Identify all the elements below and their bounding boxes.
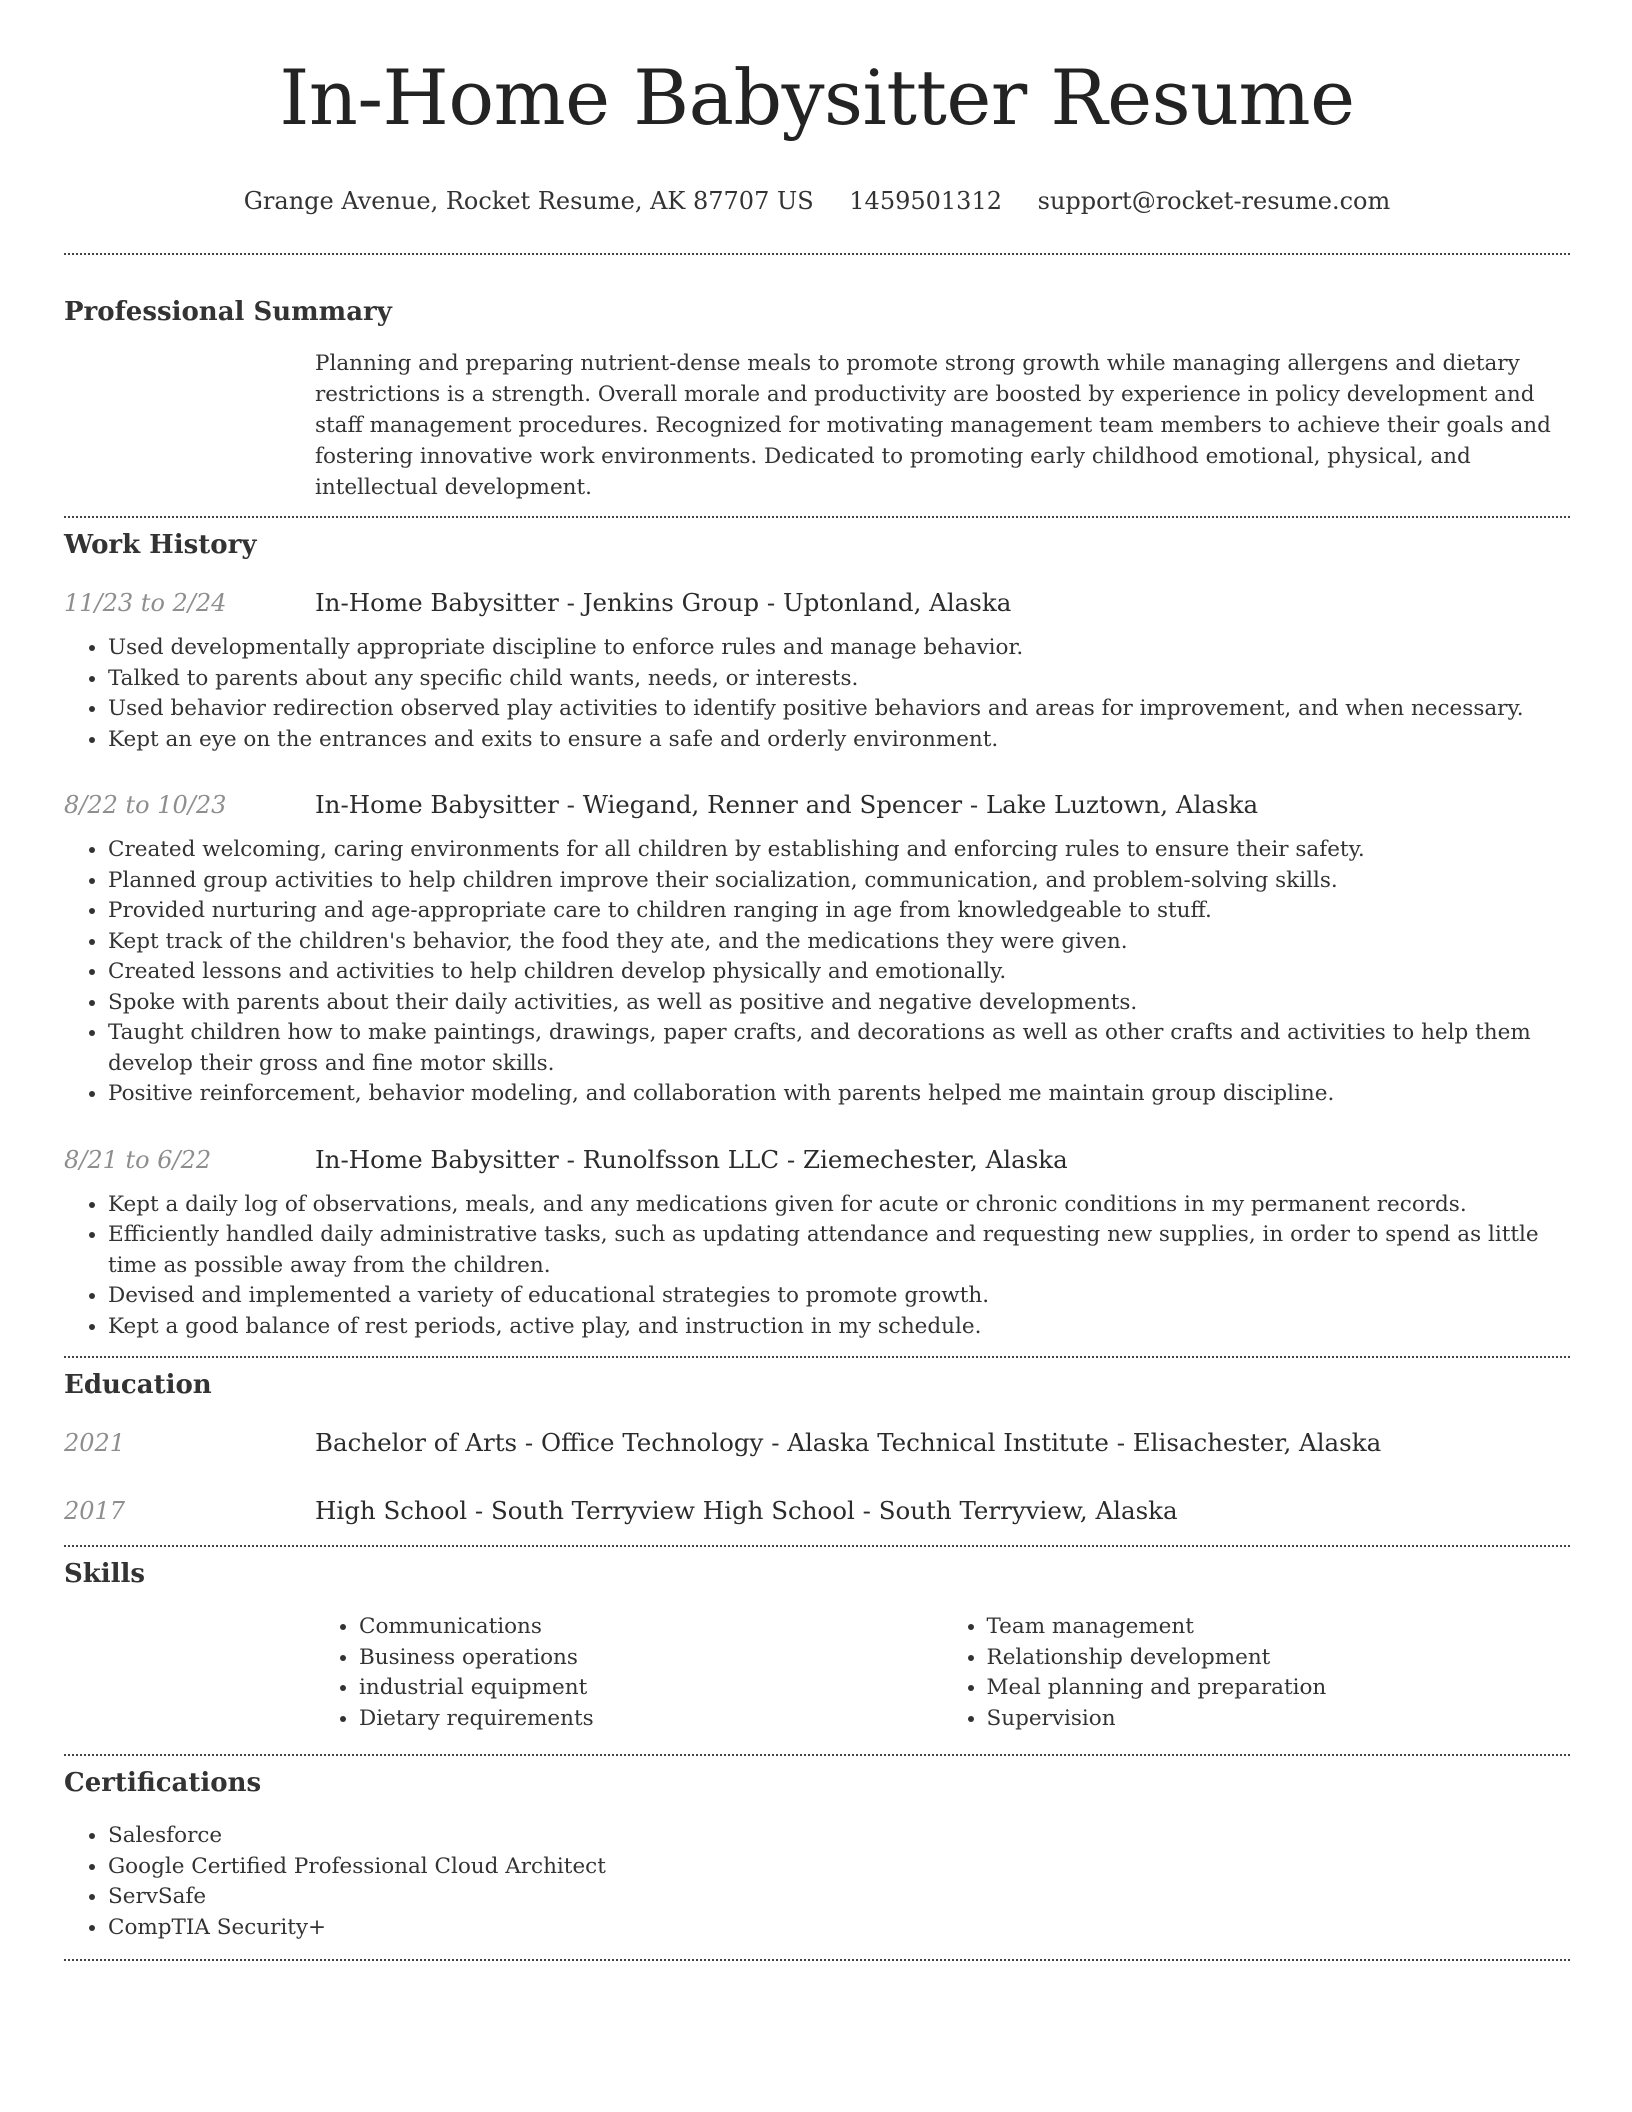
list-item: • Taught children how to make paintings, drawings, paper crafts, and decorations as well as other crafts and activities to help them develop their gross and fine motor skills. (108, 1018, 1570, 1079)
list-item: • Provided nurturing and age-appropriate care to children ranging in age from knowledgeable to stuff. (108, 896, 1570, 927)
education-heading: High School - South Terryview High School - South Terryview, Alaska (315, 1496, 1178, 1525)
work-section (64, 528, 1570, 1342)
skill-item: • Team management (987, 1612, 1571, 1643)
list-item: • Spoke with parents about their daily activities, as well as positive and negative developments. (108, 988, 1570, 1019)
list-item: • Created welcoming, caring environments for all children by establishing and enforcing rules to ensure their safety. (108, 835, 1570, 866)
resume-page (64, 0, 1570, 1961)
resume-title: In-Home Babysitter Resume (279, 53, 1355, 142)
divider (64, 1356, 1570, 1358)
education-section (64, 1368, 1570, 1528)
job-dates: 11/23 to 2/24 (64, 589, 227, 617)
certification-item: • ServSafe (108, 1882, 1570, 1913)
list-item: • Devised and implemented a variety of educational strategies to promote growth. (108, 1281, 1570, 1312)
job-company: Runolfsson LLC (582, 1144, 780, 1174)
job-entry (64, 586, 1570, 755)
job-entry (64, 788, 1570, 1110)
skills-section (64, 1557, 1570, 1734)
job-company: Wiegand, Renner and Spencer (582, 790, 963, 819)
skills-list-right (943, 1612, 1571, 1734)
job-dates: 8/21 to 6/22 (64, 1145, 212, 1174)
job-role: In-Home Babysitter (315, 1144, 559, 1174)
contact-address: Grange Avenue, Rocket Resume, AK 87707 US (243, 187, 814, 215)
skill-item: • Meal planning and preparation (987, 1673, 1571, 1704)
education-location: Elisachester, Alaska (1132, 1428, 1382, 1457)
education-heading: Bachelor of Arts - Office Technology - Alaska Technical Institute - Elisachester, Alaska (315, 1428, 1382, 1457)
skill-item: • Supervision (987, 1704, 1571, 1735)
job-entry (64, 1143, 1570, 1343)
skill-item: • industrial equipment (359, 1673, 943, 1704)
education-year: 2017 (64, 1497, 126, 1525)
list-item: • Kept an eye on the entrances and exits to ensure a safe and orderly environment. (108, 725, 1570, 756)
education-school: Alaska Technical Institute (787, 1428, 1109, 1457)
list-item: • Kept track of the children's behavior, the food they ate, and the medications they were given. (108, 927, 1570, 958)
skills-list-left (315, 1612, 943, 1734)
section-title-work: Work History (64, 530, 257, 560)
skill-item: • Relationship development (987, 1643, 1571, 1674)
education-entry (64, 1426, 1570, 1460)
job-bullets (64, 835, 1570, 1110)
divider (64, 1545, 1570, 1547)
job-role: In-Home Babysitter (315, 588, 559, 617)
divider (64, 1959, 1570, 1961)
list-item: • Used behavior redirection observed play activities to identify positive behaviors and areas for improvement, and when necessary. (108, 694, 1570, 725)
list-item: • Kept a good balance of rest periods, active play, and instruction in my schedule. (108, 1312, 1570, 1343)
list-item: • Planned group activities to help children improve their socialization, communication, and problem-solving skills. (108, 866, 1570, 897)
job-location: Ziemechester, Alaska (802, 1144, 1068, 1174)
job-heading: In-Home Babysitter - Runolfsson LLC - Ziemechester, Alaska (315, 1144, 1068, 1174)
list-item: • Positive reinforcement, behavior modeling, and collaboration with parents helped me maintain group discipline. (108, 1079, 1570, 1110)
job-role: In-Home Babysitter (315, 790, 559, 819)
summary-text: Planning and preparing nutrient-dense meals to promote strong growth while managing allergens and dietary restrictions is a strength. Overall morale and productivity are boosted by experience in policy development and staff management procedures. Recognized for motivating management team members to achieve their goals and fostering innovative work environments. Dedicated to promoting early childhood emotional, physical, and intellectual development. (315, 351, 1551, 500)
certifications-section (64, 1766, 1570, 1943)
divider (64, 1754, 1570, 1756)
list-item: • Efficiently handled daily administrative tasks, such as updating attendance and requesting new supplies, in order to spend as little time as possible away from the children. (108, 1220, 1570, 1281)
divider (64, 253, 1570, 255)
list-item: • Talked to parents about any specific child wants, needs, or interests. (108, 664, 1570, 695)
job-location: Lake Luztown, Alaska (986, 790, 1259, 819)
skills-columns (315, 1612, 1570, 1734)
job-heading: In-Home Babysitter - Jenkins Group - Uptonland, Alaska (315, 588, 1012, 617)
job-company: Jenkins Group (582, 588, 760, 617)
education-location: South Terryview, Alaska (878, 1496, 1178, 1525)
skill-item: • Business operations (359, 1643, 943, 1674)
skill-item: • Communications (359, 1612, 943, 1643)
section-title-education: Education (64, 1370, 212, 1400)
education-degree: Bachelor of Arts - Office Technology (315, 1428, 764, 1457)
divider (64, 516, 1570, 518)
job-location: Uptonland, Alaska (782, 588, 1012, 617)
education-entry (64, 1494, 1570, 1528)
skill-item: • Dietary requirements (359, 1704, 943, 1735)
job-heading: In-Home Babysitter - Wiegand, Renner and Spencer - Lake Luztown, Alaska (315, 790, 1259, 819)
summary-section (64, 295, 1570, 503)
education-school: South Terryview High School (490, 1496, 855, 1525)
section-title-skills: Skills (64, 1559, 146, 1589)
contact-phone: 1459501312 (849, 187, 1002, 215)
contact-email: support@rocket-resume.com (1037, 187, 1391, 215)
list-item: • Kept a daily log of observations, meals, and any medications given for acute or chronic conditions in my permanent records. (108, 1190, 1570, 1221)
list-item: • Created lessons and activities to help children develop physically and emotionally. (108, 957, 1570, 988)
job-dates: 8/22 to 10/23 (64, 791, 227, 819)
section-title-summary: Professional Summary (64, 297, 392, 327)
certification-item: • Google Certified Professional Cloud Architect (108, 1852, 1570, 1883)
job-bullets (64, 633, 1570, 755)
education-degree: High School (315, 1496, 468, 1525)
certification-item: • Salesforce (108, 1821, 1570, 1852)
section-title-certifications: Certifications (64, 1768, 262, 1798)
education-year: 2021 (64, 1429, 126, 1457)
certifications-list (64, 1821, 1570, 1943)
list-item: • Used developmentally appropriate discipline to enforce rules and manage behavior. (108, 633, 1570, 664)
contact-line (64, 186, 1570, 216)
certification-item: • CompTIA Security+ (108, 1913, 1570, 1944)
job-bullets (64, 1190, 1570, 1343)
